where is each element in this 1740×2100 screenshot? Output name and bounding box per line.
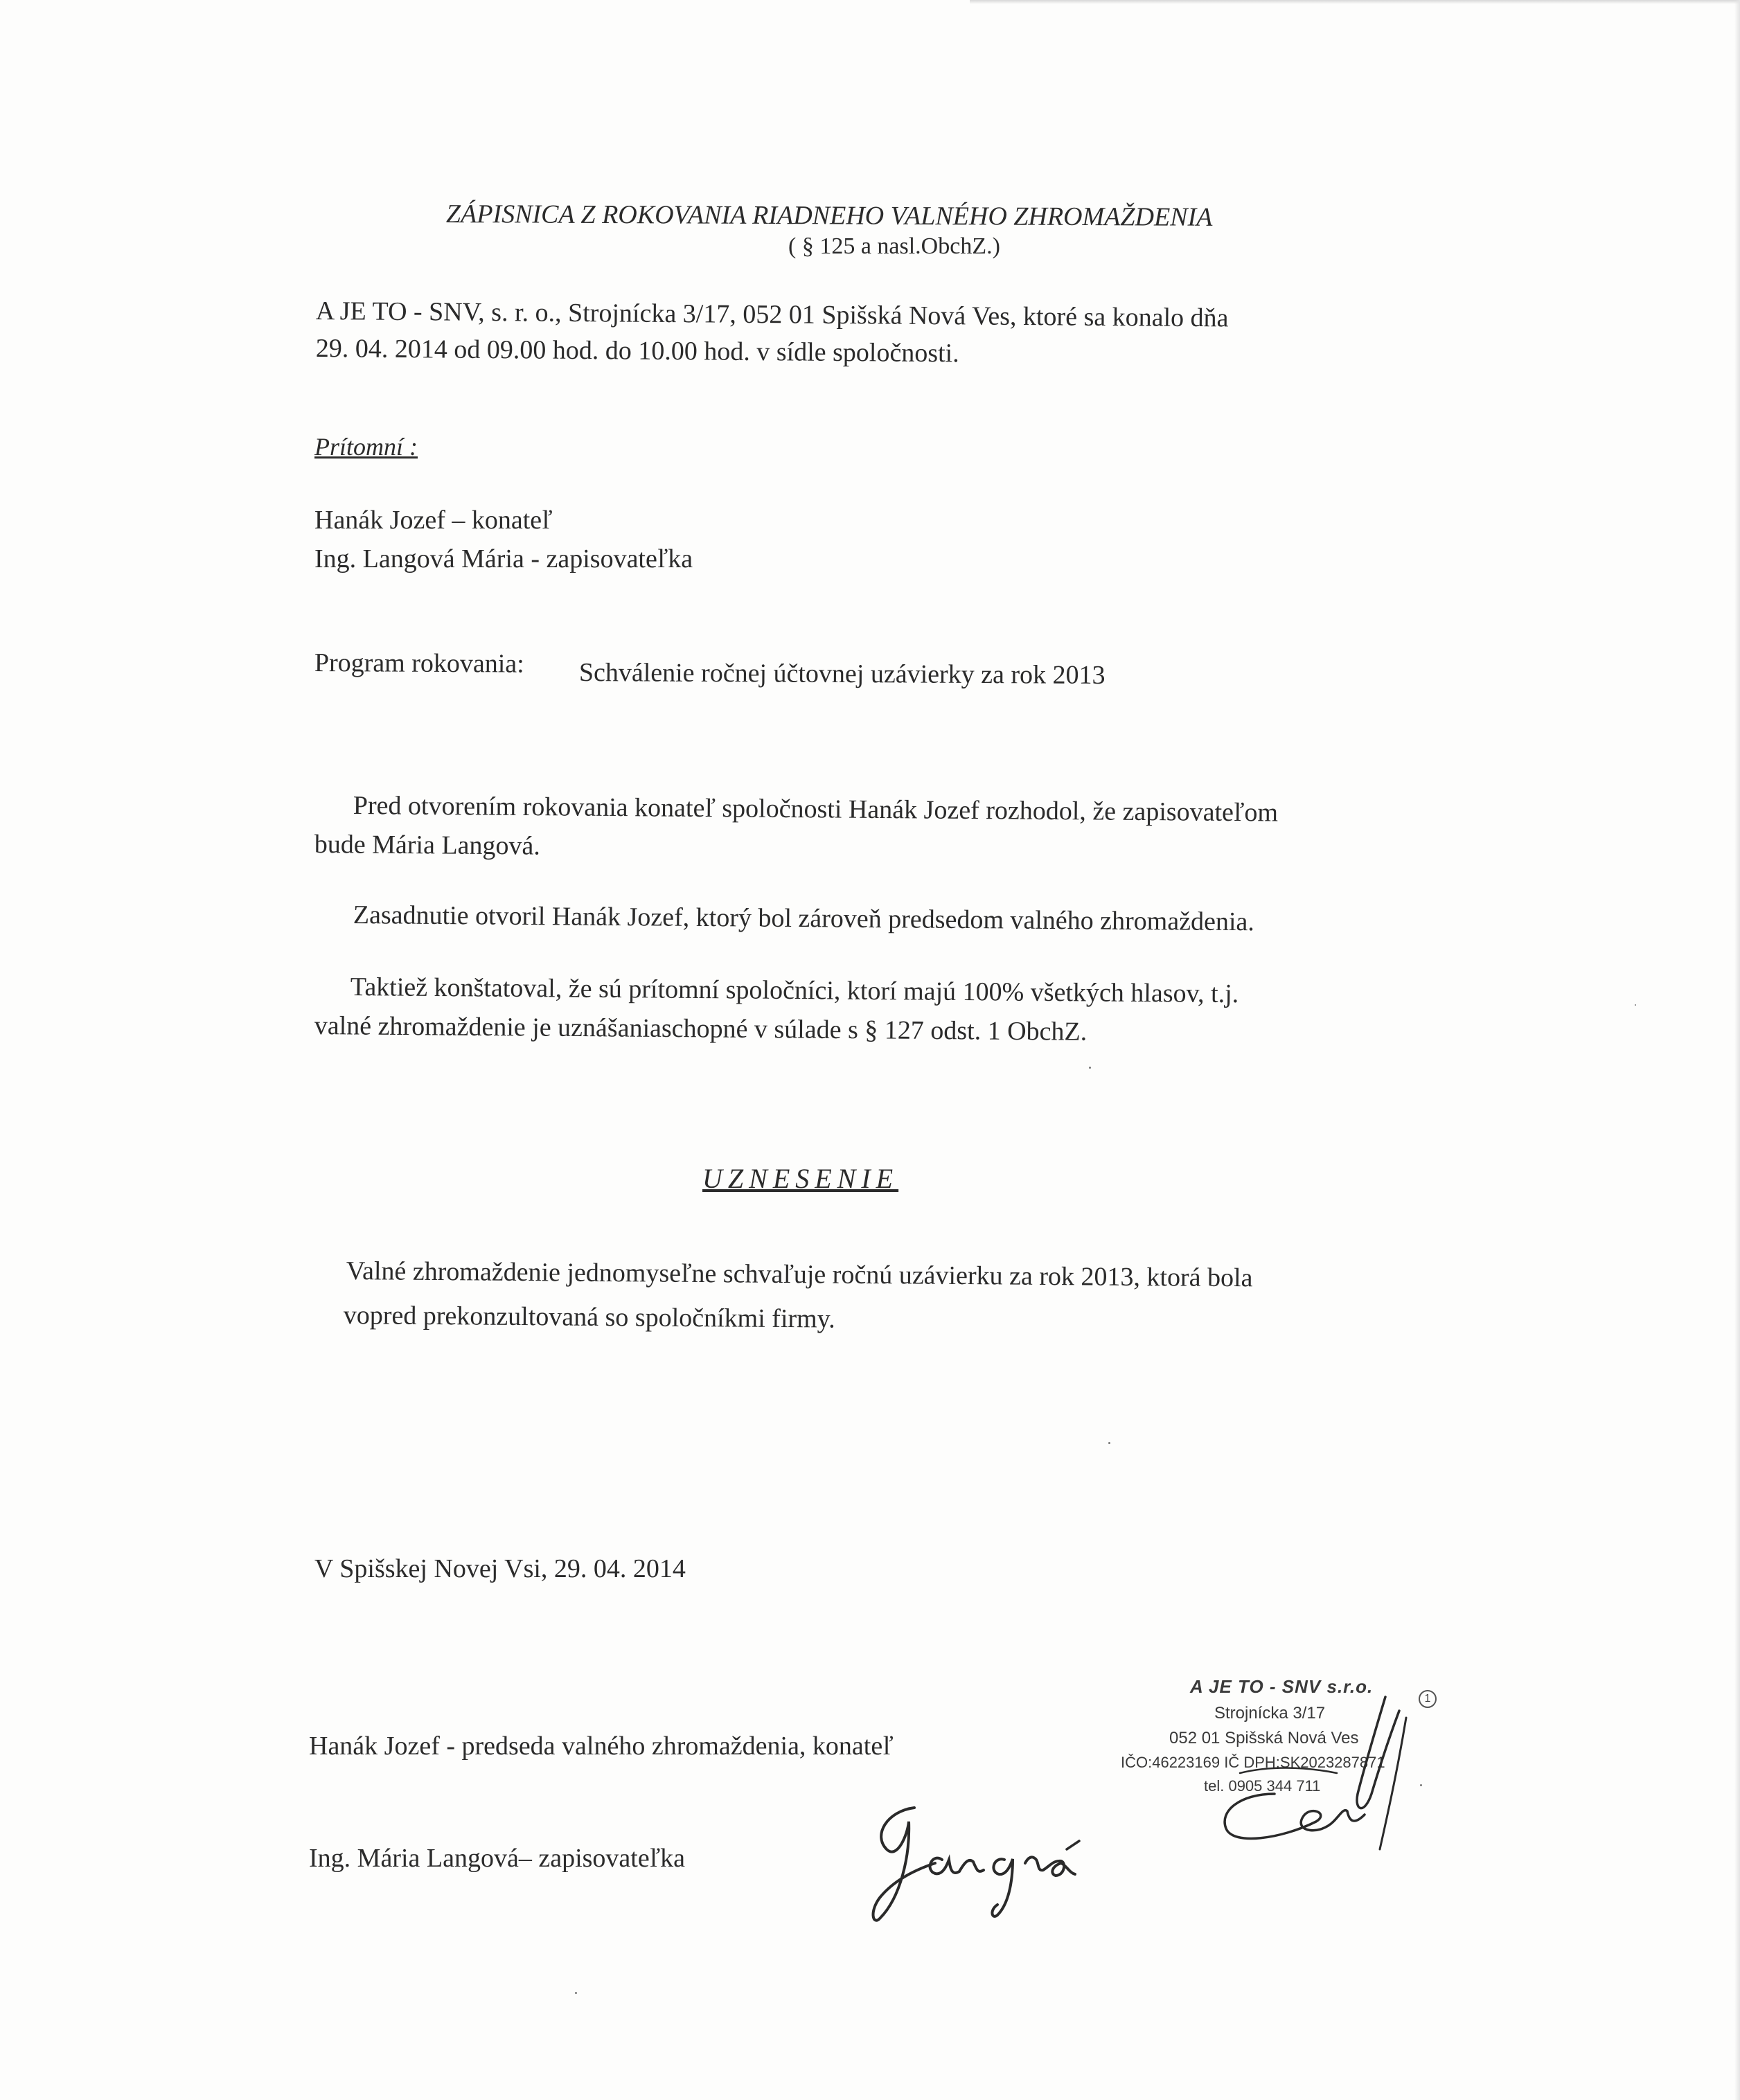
intro-line-1: A JE TO - SNV, s. r. o., Strojnícka 3/17, 052 01 Spišská Nová Ves, ktoré sa konalo dňa <box>315 296 1229 333</box>
document-title: ZÁPISNICA Z ROKOVANIA RIADNEHO VALNÉHO ZHROMAŽDENIA <box>445 199 1213 232</box>
present-item-2: Ing. Langová Mária - zapisovateľka <box>314 544 693 573</box>
signatory-1: Hanák Jozef - predseda valného zhromaždenia, konateľ <box>309 1732 894 1761</box>
program-text: Schválenie ročnej účtovnej uzávierky za rok 2013 <box>578 658 1106 690</box>
paragraph-1-line-1: Pred otvorením rokovania konateľ spoločnosti Hanák Jozef rozhodol, že zapisovateľom <box>353 791 1279 828</box>
place-and-date: V Spišskej Novej Vsi, 29. 04. 2014 <box>314 1554 686 1583</box>
stamp-city: 052 01 Spišská Nová Ves <box>1169 1729 1359 1747</box>
handwritten-signature-hanak <box>1198 1690 1462 1870</box>
stamp-company-name: A JE TO - SNV s.r.o. <box>1190 1676 1374 1697</box>
paragraph-3-line-1: Taktiež konštatoval, že sú prítomní spoločníci, ktorí majú 100% všetkých hlasov, t.j. <box>350 972 1239 1009</box>
scan-edge-top <box>970 0 1740 4</box>
resolution-line-1: Valné zhromaždenie jednomyseľne schvaľuje ročnú uzávierku za rok 2013, ktorá bola <box>346 1256 1253 1293</box>
resolution-heading: UZNESENIE <box>702 1163 899 1194</box>
paragraph-2: Zasadnutie otvoril Hanák Jozef, ktorý bol zároveň predsedom valného zhromaždenia. <box>353 900 1255 937</box>
scan-speck <box>1635 1004 1636 1006</box>
scan-speck <box>1420 1784 1422 1786</box>
intro-line-2: 29. 04. 2014 od 09.00 hod. do 10.00 hod. v sídle spoločnosti. <box>315 334 959 368</box>
stamp-number: 1 <box>1419 1690 1437 1708</box>
document-subtitle: ( § 125 a nasl.ObchZ.) <box>788 233 1000 259</box>
present-item-1: Hanák Jozef – konateľ <box>314 506 553 535</box>
stamp-street: Strojnícka 3/17 <box>1214 1704 1326 1723</box>
present-heading: Prítomní : <box>314 433 418 461</box>
scan-speck <box>1108 1442 1110 1444</box>
scan-speck <box>1089 1067 1091 1069</box>
paragraph-1-line-2: bude Mária Langová. <box>314 830 541 861</box>
stamp-ids: IČO:46223169 IČ DPH:SK2023287871 <box>1121 1754 1385 1771</box>
scan-edge-right <box>1734 0 1740 2100</box>
paragraph-3-line-2: valné zhromaždenie je uznášaniaschopné v súlade s § 127 odst. 1 ObchZ. <box>314 1011 1088 1047</box>
scan-speck <box>575 1992 577 1994</box>
handwritten-signature-langova <box>859 1794 1136 1932</box>
resolution-line-2: vopred prekonzultovaná so spoločníkmi firmy. <box>343 1301 835 1334</box>
stamp-phone: tel. 0905 344 711 <box>1204 1777 1321 1795</box>
program-label: Program rokovania: <box>314 648 524 679</box>
signatory-2: Ing. Mária Langová– zapisovateľka <box>309 1844 686 1873</box>
